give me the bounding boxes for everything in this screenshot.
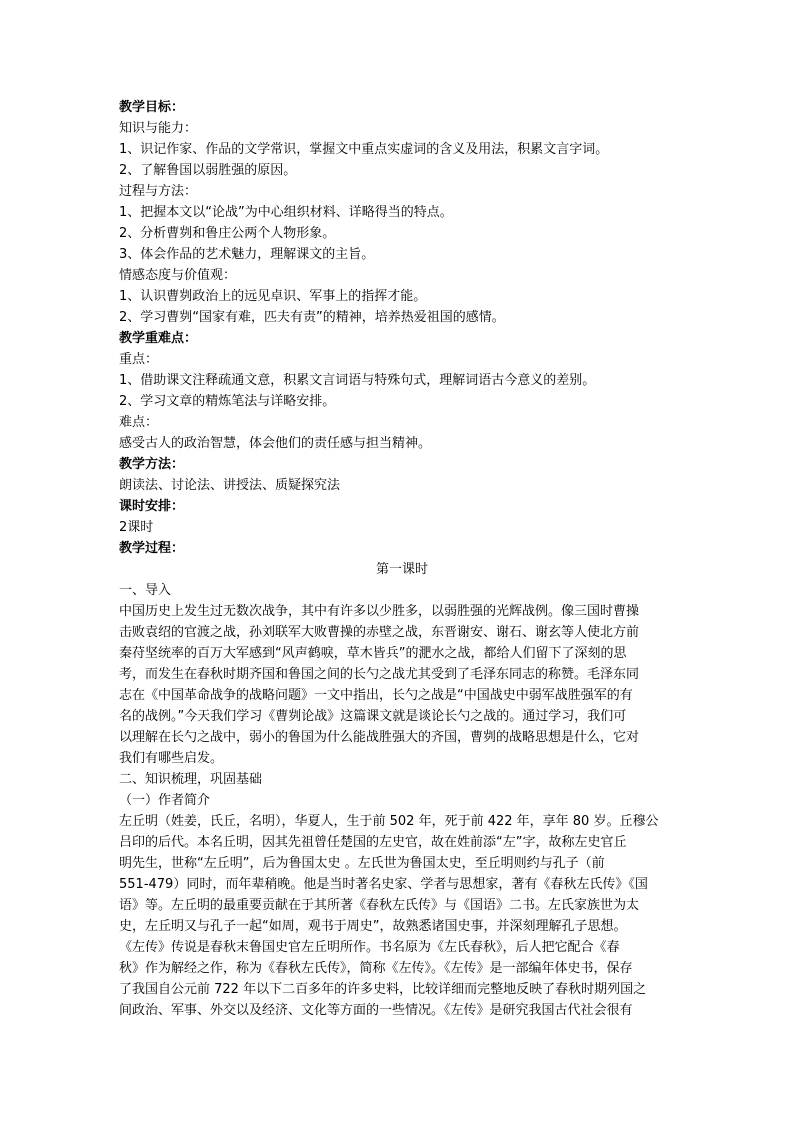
process-item: 1、把握本文以“论战”为中心组织材料、详略得当的特点。 [119, 205, 453, 220]
knowledge-review-label: 二、知识梳理，巩固基础 [119, 772, 263, 787]
objectives-heading: 教学目标： [119, 100, 185, 115]
author-line: 《左传》传说是春秋末鲁国史官左丘明所作。书名原为《左氏春秋》，后人把它配合《春 [119, 940, 620, 955]
intro-line: 击败袁绍的官渡之战，孙刘联军大败曹操的赤壁之战，东晋谢安、谢石、谢玄等人使北方前 [119, 625, 640, 640]
difficult-label: 难点： [119, 415, 159, 430]
intro-line: 名的战例。”今天我们学习《曹刿论战》这篇课文就是谈论长勺之战的。通过学习，我们可 [119, 709, 627, 724]
knowledge-item: 2、了解鲁国以弱胜强的原因。 [119, 163, 297, 178]
process-item: 2、分析曹刿和鲁庄公两个人物形象。 [119, 226, 336, 241]
process-method-label: 过程与方法： [119, 184, 198, 199]
key-item: 1、借助课文注释疏通文意，积累文言词语与特殊句式，理解词语古今意义的差别。 [119, 373, 596, 388]
intro-line: 秦苻坚统率的百万大军感到“风声鹤唳，草木皆兵”的淝水之战，都给人们留下了深刻的思 [119, 646, 627, 661]
lesson-title: 第一课时 [375, 562, 428, 577]
difficult-text: 感受古人的政治智慧，体会他们的责任感与担当精神。 [119, 436, 432, 451]
author-line: 了我国自公元前 722 年以下二百多年的许多史料，比较详细而完整地反映了春秋时期列国之 [119, 982, 647, 997]
lesson-plan-page [119, 97, 685, 1021]
process-item: 3、体会作品的艺术魅力，理解课文的主旨。 [119, 247, 375, 262]
schedule-text: 2课时 [119, 520, 154, 535]
knowledge-item: 1、识记作家、作品的文学常识，掌握文中重点实虚词的含义及用法，积累文言字词。 [119, 142, 609, 157]
author-line: 551-479）同时，而年辈稍晚。他是当时著名史家、学者与思想家，著有《春秋左氏传》《国 [119, 877, 648, 892]
emotion-values-label: 情感态度与价值观： [119, 268, 237, 283]
intro-line: 以理解在长勺之战中，弱小的鲁国为什么能战胜强大的齐国，曹刿的战略思想是什么，它对 [119, 730, 640, 745]
knowledge-ability-label: 知识与能力： [119, 121, 198, 136]
author-line: 左丘明（姓姜，氏丘，名明），华夏人，生于前 502 年，死于前 422 年，享年 80 岁。丘穆公 [119, 814, 659, 829]
emotion-item: 1、认识曹刿政治上的远见卓识、军事上的指挥才能。 [119, 289, 427, 304]
methods-heading: 教学方法： [119, 457, 185, 472]
methods-text: 朗读法、讨论法、讲授法、质疑探究法 [119, 478, 341, 493]
intro-line: 志在《中国革命战争的战略问题》一文中指出，长勺之战是“中国战史中弱军战胜强军的有 [119, 688, 633, 703]
author-line: 吕印的后代。本名丘明，因其先祖曾任楚国的左史官，故在姓前添“左”字，故称左史官丘 [119, 835, 627, 850]
key-item: 2、学习文章的精炼笔法与详略安排。 [119, 394, 336, 409]
intro-line: 中国历史上发生过无数次战争，其中有许多以少胜多，以弱胜强的光辉战例。像三国时曹操 [119, 604, 640, 619]
schedule-heading: 课时安排： [119, 499, 185, 514]
intro-line: 我们有哪些启发。 [119, 751, 224, 766]
key-label: 重点： [119, 352, 159, 367]
intro-line: 考，而发生在春秋时期齐国和鲁国之间的长勺之战尤其受到了毛泽东同志的称赞。毛泽东同 [119, 667, 640, 682]
author-line: 史，左丘明又与孔子一起“如周，观书于周史”，故熟悉诸国史事，并深刻理解孔子思想。 [119, 919, 627, 934]
intro-label: 一、导入 [119, 583, 172, 598]
author-line: 语》等。左丘明的最重要贡献在于其所著《春秋左氏传》与《国语》二书。左氏家族世为太 [119, 898, 640, 913]
author-intro-label: （一）作者简介 [119, 793, 211, 808]
author-line: 间政治、军事、外交以及经济、文化等方面的一些情况。《左传》是研究我国古代社会很有 [119, 1003, 633, 1018]
author-line: 明先生，世称“左丘明”，后为鲁国太史 。左氏世为鲁国太史，至丘明则约与孔子（前 [119, 856, 605, 871]
key-points-heading: 教学重难点： [119, 331, 198, 346]
process-heading: 教学过程： [119, 541, 185, 556]
emotion-item: 2、学习曹刿“国家有难，匹夫有责”的精神，培养热爱祖国的感情。 [119, 310, 505, 325]
author-line: 秋》作为解经之作，称为《春秋左氏传》，简称《左传》。《左传》是一部编年体史书，保存 [119, 961, 633, 976]
